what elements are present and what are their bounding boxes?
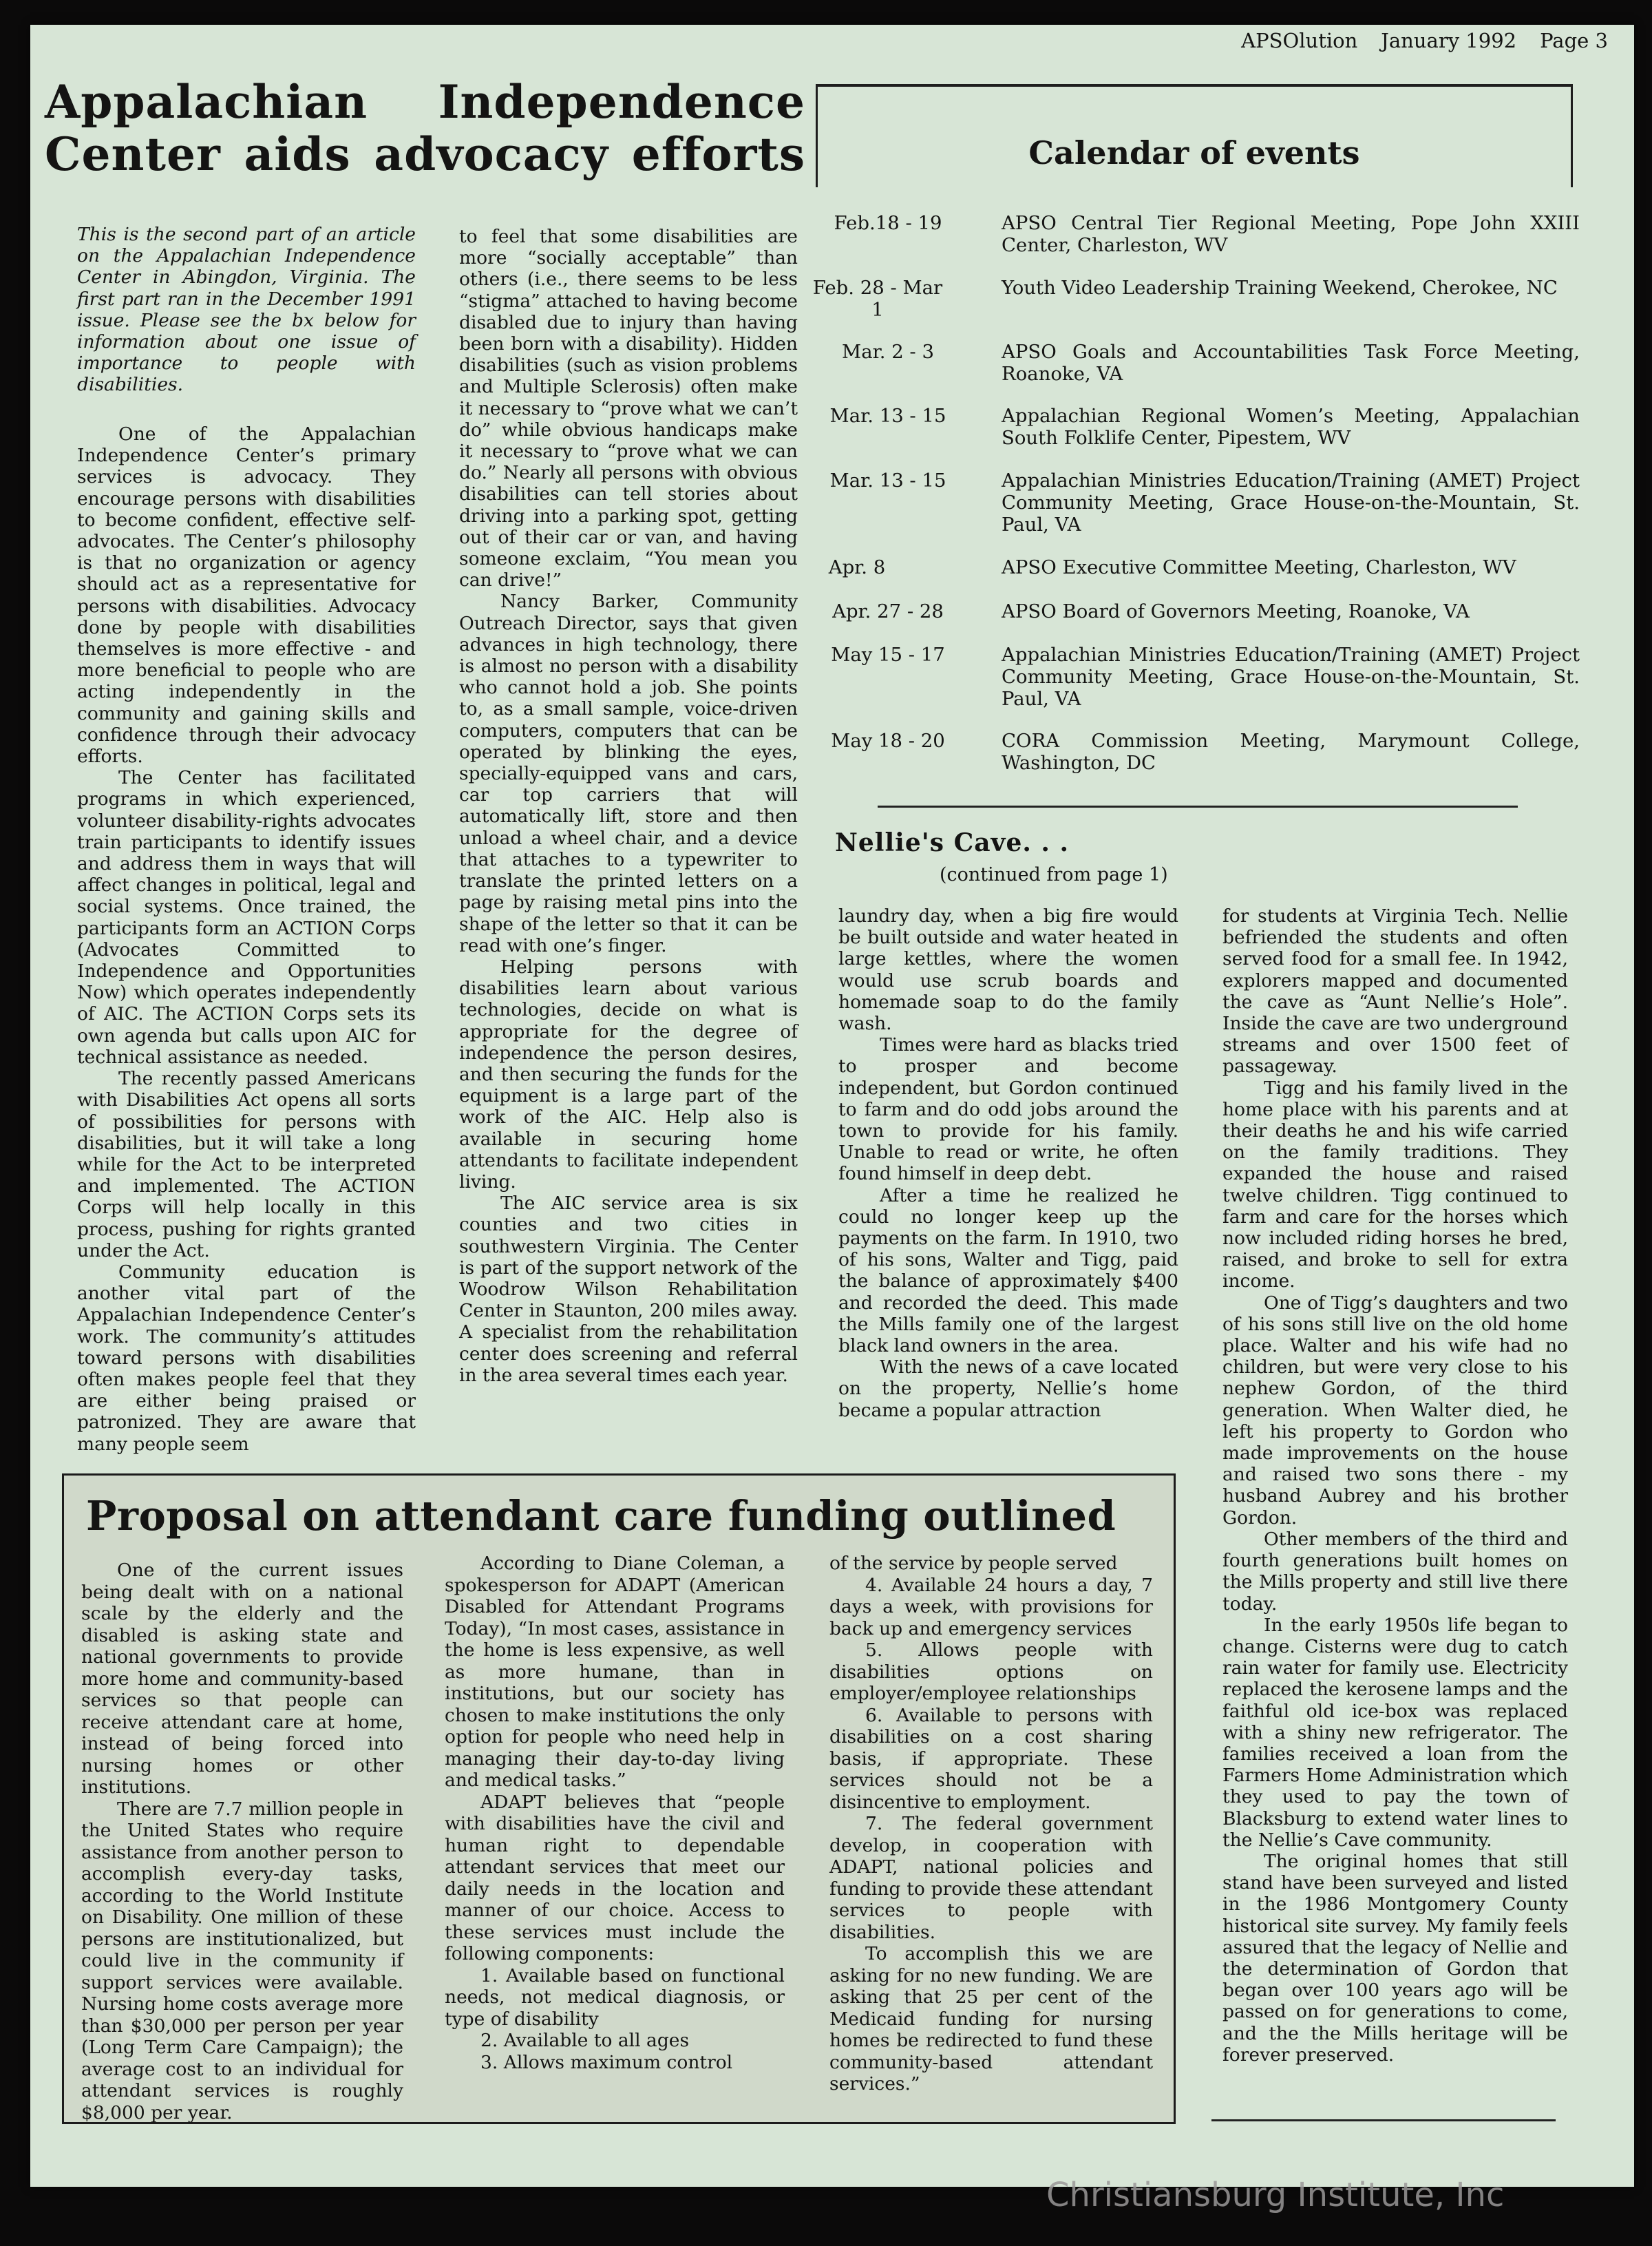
calendar-event-description: CORA Commission Meeting, Marymount College, Washington, DC [1002,730,1580,774]
calendar-event-description: APSO Executive Committee Meeting, Charleston, WV [1002,556,1516,578]
proposal-column-1 [81,1560,403,2123]
nellie-paragraph: Tigg and his family lived in the home place with his parents and at their deaths he and his wife carried on the family traditions. They expanded the house and raised twelve children. Tigg continued to farm and care for the horses which now included riding horses he bred, raised, and broke to sell for extra income. [1222,1077,1568,1292]
calendar-event-date: Mar. 13 - 15 [829,470,946,492]
running-header [1218,29,1608,52]
aic-paragraph: Helping persons with disabilities learn about various technologies, decide on what is appropriate for the degree of independence the person desires, and then securing the funds for the equipment is a large part of the work of the AIC. Help also is available in securing home attendants to facilitate independent living. [459,956,798,1193]
proposal-list-item: 1. Available based on functional needs, not medical diagnosis, or type of disability [445,1964,785,2030]
aic-intro [77,224,416,396]
calendar-title: Calendar of events [1028,134,1360,171]
aic-paragraph: The recently passed Americans with Disabilities Act opens all sorts of possibilities for persons with disabilities, but it will take a long while for the Act to be interpreted and implemented. The ACTION Corps will help locally in this process, pushing for rights granted under the Act. [77,1068,416,1261]
aic-paragraph: The AIC service area is six counties and two cities in southwestern Virginia. The Center is part of the support network of the Woodrow Wilson Rehabilitation Center in Staunton, 200 miles away. A specialist from the rehabilitation center does screening and referral in the area several times each year. [459,1193,798,1386]
aic-column-2 [459,226,798,1386]
aic-paragraph: Nancy Barker, Community Outreach Director, says that given advances in high technology, there is almost no person with a disability who cannot hold a job. She points to, as a small sample, voice-driven computers, computers that can be operated by blinking the eyes, specially-equipped vans and cars, car top carriers that will automatically lift, store and then unload a wheel chair, and a device that attaches to a typewriter to translate the printed letters on a page by raising metal pins into the shape of the letter so that it can be read with one’s finger. [459,591,798,956]
calendar-event-description: APSO Central Tier Regional Meeting, Pope John XXIII Center, Charleston, WV [1002,212,1580,256]
calendar-event-date: Apr. 27 - 28 [832,600,944,622]
proposal-list-item: 7. The federal government develop, in cooperation with ADAPT, national policies and funding to provide these attendant services to people with disabilities. [829,1813,1153,1943]
proposal-paragraph: ADAPT believes that “people with disabilities have the civil and human right to dependable attendant services that meet our daily needs in the location and manner of our choice. Access to these services must include the following components: [445,1791,785,1964]
proposal-list-item: 5. Allows people with disabilities options on employer/employee relationships [829,1639,1153,1704]
calendar-event-date: Apr. 8 [828,556,886,578]
nellie-paragraph: laundry day, when a big fire would be built outside and water heated in large kettles, where the women would use scrub boards and homemade soap to do the family wash. [838,905,1178,1035]
nellie-paragraph: Times were hard as blacks tried to prosper and become independent, but Gordon continued to farm and do odd jobs around the town to provide for his family. Unable to read or write, he often found himself in deep debt. [838,1034,1178,1185]
nellie-paragraph: In the early 1950s life began to change. Cisterns were dug to catch rain water for family use. Electricity replaced the kerosene lamps and the faithful old ice-box was replaced with a shiny new refrigerator. The families received a loan from the Farmers Home Administration which they used to pay the town of Blacksburg to extend water lines to the Nellie’s Cave community. [1222,1614,1568,1851]
calendar-event-date: May 18 - 20 [831,730,945,752]
issue-date: January 1992 [1381,29,1517,52]
nellie-paragraph: The original homes that still stand have been surveyed and listed in the 1986 Montgomery County historical site survey. My family feels assured that the legacy of Nellie and the determination of Gordon that began over 100 years ago will be passed on for generations to come, and the the Mills heritage will be forever preserved. [1222,1850,1568,2066]
page-number: Page 3 [1540,29,1608,52]
nellie-continued-note: (continued from page 1) [940,864,1168,885]
proposal-list-item: 3. Allows maximum control [480,2051,733,2073]
aic-paragraph: Community education is another vital part of the Appalachian Independence Center’s work. The community’s attitudes toward persons with disabilities often makes people feel that they are either being praised or patronized. They are aware that many people seem [77,1261,416,1455]
calendar-event-date: May 15 - 17 [831,644,945,666]
calendar-event-description: Appalachian Ministries Education/Training (AMET) Project Community Meeting, Grace House-on-the-Mountain, St. Paul, VA [1002,644,1580,710]
nellie-column-1 [838,905,1178,1421]
proposal-paragraph: According to Diane Coleman, a spokesperson for ADAPT (American Disabled for Attendant Programs Today), “In most cases, assistance in the home is less expensive, as well as more humane, than in institutions, but our society has chosen to make institutions the only option for people who need help in managing their day-to-day living and medical tasks.” [445,1553,785,1791]
aic-paragraph: The Center has facilitated programs in which experienced, volunteer disability-rights advocates train participants to identify issues and address them in ways that will affect changes in political, legal and social systems. Once trained, the participants form an ACTION Corps (Advocates Committed to Independence and Opportunities Now) which operates independently of AIC. The ACTION Corps sets its own agenda but calls upon AIC for technical assistance as needed. [77,767,416,1068]
calendar-event-date: Feb. 28 - Mar 1 [812,277,943,321]
proposal-column-2 [445,1553,785,2073]
aic-intro-text: This is the second part of an article on the Appalachian Independence Center in Abingdon, Virginia. The first part ran in the December 1991 issue. Please see the bx below for information about one issue of importance to people with disabilities. [77,224,416,396]
bottom-divider [1211,2119,1556,2121]
publication-name: APSOlution [1241,29,1358,52]
calendar-event-date: Mar. 2 - 3 [842,341,934,363]
nellie-paragraph: One of Tigg’s daughters and two of his sons still live on the old home place. Walter and his wife had no children, but were very close to his nephew Gordon, of the third generation. When Walter died, he left his property to Gordon who made improvements on the house and raised two sons there - my husband Aubrey and his brother Gordon. [1222,1292,1568,1529]
aic-paragraph: One of the Appalachian Independence Center’s primary services is advocacy. They encourage persons with disabilities to become confident, effective self-advocates. The Center’s philosophy is that no organization or agency should act as a representative for persons with disabilities. Advocacy done by people with disabilities themselves is more effective - and more beneficial to people who are acting independently in the community and gaining skills and confidence through their advocacy efforts. [77,423,416,768]
aic-column-1 [77,423,416,1455]
nellie-paragraph: After a time he realized he could no longer keep up the payments on the farm. In 1910, two of his sons, Walter and Tigg, paid the balance of approximately $400 and recorded the deed. This made the Mills family one of the largest black land owners in the area. [838,1184,1178,1357]
nellie-paragraph: for students at Virginia Tech. Nellie befriended the students and often served food for a small fee. In 1942, explorers mapped and documented the cave as “Aunt Nellie’s Hole”. Inside the cave are two underground streams and over 1500 feet of passageway. [1222,905,1568,1078]
nellie-headline: Nellie's Cave. . . [835,828,1070,857]
calendar-event-description: Youth Video Leadership Training Weekend, Cherokee, NC [1002,277,1558,299]
calendar-divider [878,806,1518,808]
nellie-paragraph: Other members of the third and fourth generations built homes on the Mills property and still live there today. [1222,1528,1568,1615]
proposal-paragraph: One of the current issues being dealt with on a national scale by the elderly and the disabled is asking state and national governments to provide more home and community-based services so that people can receive attendant care at home, instead of being forced into nursing homes or other institutions. [81,1560,403,1798]
calendar-event-description: APSO Board of Governors Meeting, Roanoke, VA [1002,600,1470,622]
nellie-paragraph: With the news of a cave located on the property, Nellie’s home became a popular attraction [838,1356,1178,1421]
proposal-list-item: 2. Available to all ages [480,2030,690,2051]
aic-headline: Appalachian Independence Center aids advocacy efforts [45,75,805,181]
watermark: Christiansburg Institute, Inc [1046,2176,1505,2214]
proposal-list-item: 6. Available to persons with disabilities on a cost sharing basis, if appropriate. These services should not be a disincentive to employment. [829,1704,1153,1813]
proposal-column-3 [829,1553,1153,2095]
calendar-event-date: Mar. 13 - 15 [829,405,946,427]
proposal-headline: Proposal on attendant care funding outlined [86,1492,1116,1540]
proposal-paragraph: of the service by people served [829,1553,1118,1574]
calendar-event-date: Feb.18 - 19 [834,212,942,234]
proposal-paragraph: There are 7.7 million people in the United States who require assistance from another person to accomplish every-day tasks, according to the World Institute on Disability. One million of these persons are institutionalized, but could live in the community if support services were available. Nursing home costs average more than $30,000 per person per year (Long Term Care Campaign); the average cost to an individual for attendant services is roughly $8,000 per year. [81,1798,403,2123]
aic-paragraph: to feel that some disabilities are more “socially acceptable” than others (i.e., there seems to be less “stigma” attached to having become disabled due to injury than having been born with a disability). Hidden disabilities (such as vision problems and Multiple Sclerosis) often make it necessary to “prove what we can’t do” while obvious handicaps make it necessary to “prove what we can do.” Nearly all persons with obvious disabilities can tell stories about driving into a parking spot, getting out of their car or van, and having someone exclaim, “You mean you can drive!” [459,226,798,591]
calendar-event-description: APSO Goals and Accountabilities Task Force Meeting, Roanoke, VA [1002,341,1580,385]
calendar-event-description: Appalachian Ministries Education/Training (AMET) Project Community Meeting, Grace House-on-the-Mountain, St. Paul, VA [1002,470,1580,536]
proposal-paragraph: To accomplish this we are asking for no new funding. We are asking that 25 per cent of the Medicaid funding for nursing homes be redirected to fund these community-based attendant services.” [829,1943,1153,2095]
calendar-event-description: Appalachian Regional Women’s Meeting, Appalachian South Folklife Center, Pipestem, WV [1002,405,1580,449]
nellie-column-2 [1222,905,1568,2066]
proposal-list-item: 4. Available 24 hours a day, 7 days a week, with provisions for back up and emergency services [829,1574,1153,1639]
